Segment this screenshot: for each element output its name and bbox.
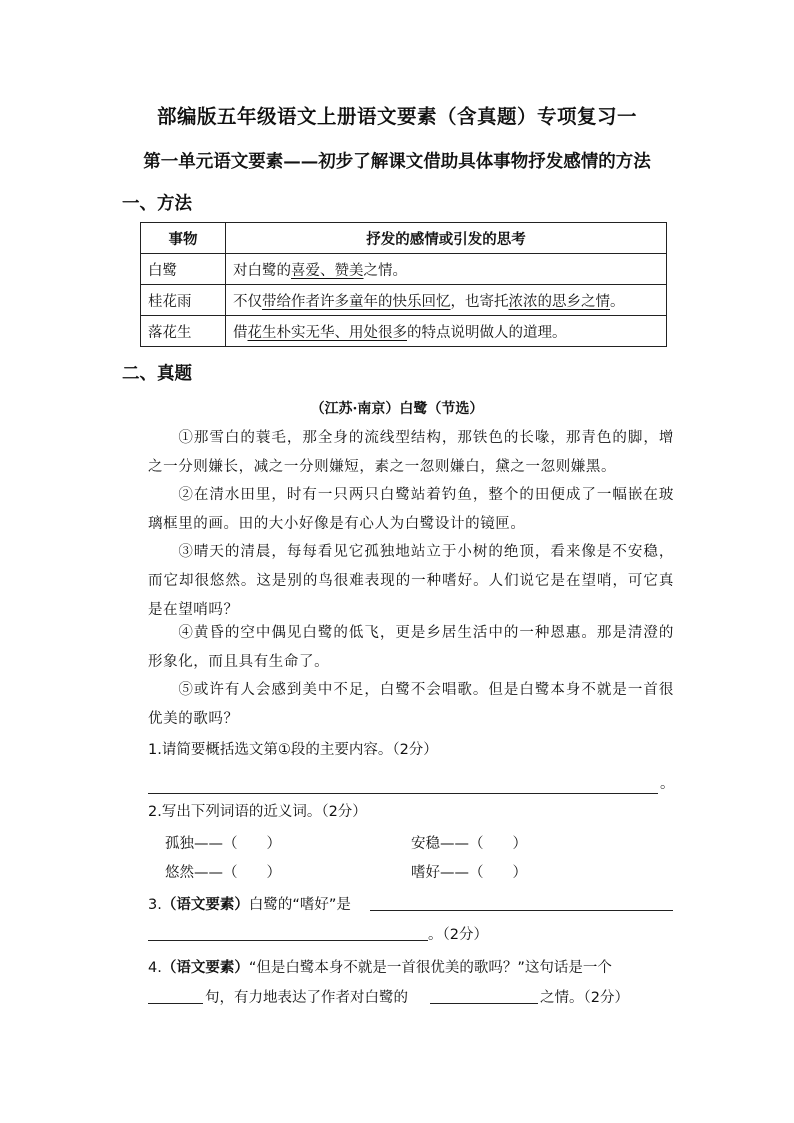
question-text: 白鹭的“嗜好”是 (248, 897, 351, 913)
section-heading-method: 一、方法 (122, 194, 192, 214)
passage-paragraph (148, 619, 674, 677)
passage-paragraph (148, 538, 674, 625)
cell-text: 。 (610, 293, 625, 310)
answer-line-3b[interactable] (148, 940, 428, 941)
table-cell-item: 白鹭 (141, 254, 226, 285)
table-cell-feeling (226, 316, 667, 347)
underlined-text: 带给作者许多童年的快乐回忆 (262, 293, 451, 310)
passage-title: （江苏·南京）白鹭（节选） (310, 401, 484, 417)
cell-text: ，也寄托 (450, 293, 509, 310)
question-tag: （语文要素） (161, 897, 249, 913)
table-cell-feeling (226, 285, 667, 316)
paragraph-text: ④黄昏的空中偶见白鹭的低飞，更是乡居生活中的一种恩惠。那是清澄的形象化，而且具有生命了。 (148, 625, 674, 670)
question-2: 2.写出下列词语的近义词。（2分） (148, 804, 367, 820)
answer-line-3a[interactable] (370, 910, 673, 911)
question-tag: （语文要素） (161, 960, 249, 976)
question-3-end: 。（2分） (428, 927, 488, 943)
table-header: 抒发的感情或引发的思考 (226, 223, 667, 254)
method-table (140, 222, 667, 347)
cell-text: 之情。 (363, 262, 407, 279)
paragraph-text: ②在清水田里，时有一只两只白鹭站着钓鱼，整个的田便成了一幅嵌在玻璃框里的画。田的大小好像是有心人为白鹭设计的镜匣。 (148, 487, 674, 532)
synonym-blank[interactable]: 孤独——（ ） (165, 836, 281, 852)
synonym-blank[interactable]: 安稳——（ ） (411, 836, 527, 852)
cell-text: 不仅 (233, 293, 262, 310)
question-text: “但是白鹭本身不就是一首很优美的歌吗？”这句话是一个 (248, 960, 612, 976)
table-cell-item: 落花生 (141, 316, 226, 347)
table-row (141, 254, 667, 285)
cell-text: 对白鹭的 (233, 262, 291, 279)
answer-line-4b[interactable] (430, 1003, 538, 1004)
passage-paragraph (148, 424, 674, 482)
table-row (141, 316, 667, 347)
answer-line-4a[interactable] (148, 1003, 203, 1004)
question-4-end: 之情。（2分） (540, 990, 629, 1006)
synonym-blank[interactable]: 悠然——（ ） (165, 865, 281, 881)
table-cell-feeling (226, 254, 667, 285)
cell-text: 的特点说明做人的道理。 (407, 324, 567, 341)
page-subtitle: 第一单元语文要素——初步了解课文借助具体事物抒发感情的方法 (143, 152, 651, 172)
question-3 (148, 893, 351, 914)
paragraph-text: ③晴天的清晨，每每看见它孤独地站立于小树的绝顶，看来像是不安稳，而它却很悠然。这是别的鸟很难表现的一种嗜好。人们说它是在望哨，可它真是在望哨吗？ (148, 544, 674, 618)
question-number: 4. (148, 960, 162, 976)
passage-paragraph (148, 676, 674, 734)
table-cell-item: 桂花雨 (141, 285, 226, 316)
paragraph-text: ①那雪白的蓑毛，那全身的流线型结构，那铁色的长喙，那青色的脚，增之一分则嫌长，减之一分则嫌短，素之一忽则嫌白，黛之一忽则嫌黑。 (148, 430, 674, 475)
page-title: 部编版五年级语文上册语文要素（含真题）专项复习一 (156, 105, 637, 128)
question-4 (148, 956, 612, 977)
underlined-text: 浓浓的思乡之情 (508, 293, 610, 310)
question-4-continued: 句，有力地表达了作者对白鹭的 (205, 990, 408, 1006)
table-header-row (141, 223, 667, 254)
cell-text: 借 (233, 324, 248, 341)
paragraph-text: ⑤或许有人会感到美中不足，白鹭不会唱歌。但是白鹭本身不就是一首很优美的歌吗？ (148, 682, 674, 727)
underlined-text: 花生朴实无华、用处很多 (247, 324, 407, 341)
section-heading-exam: 二、真题 (122, 364, 192, 384)
answer-line-1[interactable] (148, 793, 658, 794)
synonym-blank[interactable]: 嗜好——（ ） (411, 865, 527, 881)
question-number: 3. (148, 897, 162, 913)
table-header: 事物 (141, 223, 226, 254)
underlined-text: 喜爱、赞美 (291, 262, 364, 279)
answer-end-mark: 。 (660, 776, 675, 792)
passage-paragraph (148, 481, 674, 539)
question-1: 1.请简要概括选文第①段的主要内容。（2分） (148, 742, 438, 758)
table-row (141, 285, 667, 316)
